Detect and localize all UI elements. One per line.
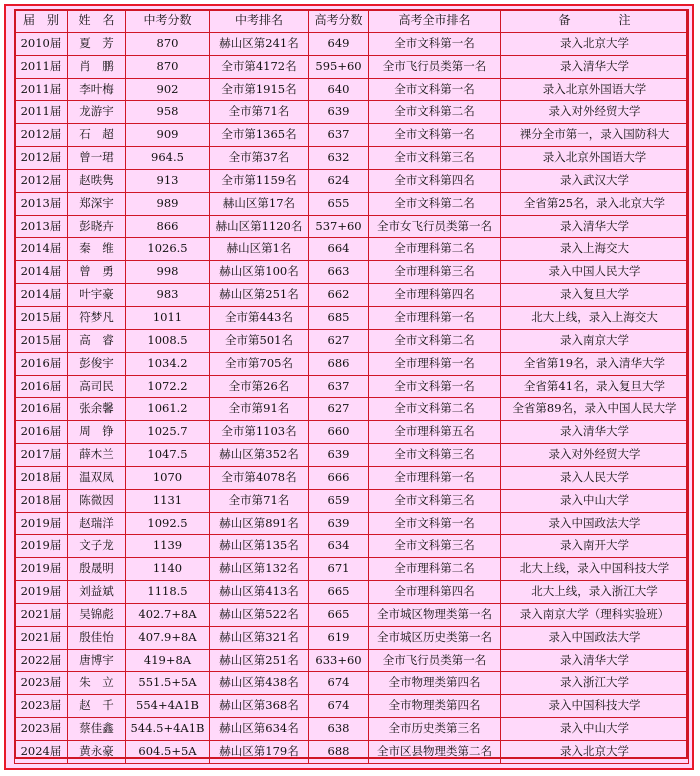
table-row <box>15 603 689 626</box>
cell-class-year: 2016届 <box>15 352 68 375</box>
cell-zhongkao-rank: 全市第501名 <box>210 329 309 352</box>
cell-zhongkao-rank: 全市第443名 <box>210 306 309 329</box>
table-row <box>15 169 689 192</box>
cell-remarks: 录入人民大学 <box>501 466 689 489</box>
header-remarks: 备 注 <box>501 10 689 33</box>
cell-zhongkao-score: 1008.5 <box>126 329 210 352</box>
cell-gaokao-score: 537+60 <box>309 215 369 238</box>
cell-gaokao-score: 666 <box>309 466 369 489</box>
cell-gaokao-city-rank: 全市理科第一名 <box>369 352 501 375</box>
cell-gaokao-score: 674 <box>309 672 369 695</box>
cell-remarks: 全省第41名，录入复旦大学 <box>501 375 689 398</box>
cell-gaokao-score: 637 <box>309 124 369 147</box>
cell-class-year: 2019届 <box>15 512 68 535</box>
cell-zhongkao-rank: 赫山区第522名 <box>210 603 309 626</box>
cell-remarks: 录入清华大学 <box>501 649 689 672</box>
cell-remarks: 录入对外经贸大学 <box>501 444 689 467</box>
cell-gaokao-city-rank: 全市区县物理类第二名 <box>369 741 501 764</box>
cell-name: 黄永豪 <box>68 741 126 764</box>
table-row <box>15 695 689 718</box>
cell-zhongkao-rank: 全市第1365名 <box>210 124 309 147</box>
cell-zhongkao-score: 866 <box>126 215 210 238</box>
cell-gaokao-score: 595+60 <box>309 55 369 78</box>
cell-gaokao-city-rank: 全市文科第二名 <box>369 192 501 215</box>
cell-zhongkao-score: 998 <box>126 261 210 284</box>
cell-zhongkao-score: 909 <box>126 124 210 147</box>
cell-name: 殷晟明 <box>68 558 126 581</box>
cell-name: 温双凤 <box>68 466 126 489</box>
cell-gaokao-city-rank: 全市理科第一名 <box>369 466 501 489</box>
cell-gaokao-city-rank: 全市文科第一名 <box>369 512 501 535</box>
cell-gaokao-score: 655 <box>309 192 369 215</box>
cell-remarks: 录入中国科技大学 <box>501 695 689 718</box>
cell-gaokao-score: 627 <box>309 398 369 421</box>
cell-zhongkao-rank: 赫山区第1名 <box>210 238 309 261</box>
cell-remarks: 录入浙江大学 <box>501 672 689 695</box>
cell-zhongkao-score: 1118.5 <box>126 581 210 604</box>
cell-gaokao-score: 665 <box>309 581 369 604</box>
cell-remarks: 全省第25名，录入北京大学 <box>501 192 689 215</box>
cell-gaokao-city-rank: 全市文科第一名 <box>369 375 501 398</box>
cell-zhongkao-rank: 全市第1915名 <box>210 78 309 101</box>
table-row <box>15 78 689 101</box>
cell-zhongkao-score: 964.5 <box>126 147 210 170</box>
table-body <box>15 32 689 763</box>
cell-name: 吴锦彪 <box>68 603 126 626</box>
cell-gaokao-city-rank: 全市理科第四名 <box>369 581 501 604</box>
cell-gaokao-city-rank: 全市理科第三名 <box>369 261 501 284</box>
cell-remarks: 北大上线，录入中国科技大学 <box>501 558 689 581</box>
cell-remarks: 全省第89名，录入中国人民大学 <box>501 398 689 421</box>
table-row <box>15 421 689 444</box>
cell-gaokao-score: 624 <box>309 169 369 192</box>
cell-zhongkao-rank: 全市第37名 <box>210 147 309 170</box>
table-row <box>15 489 689 512</box>
cell-name: 肖 鹏 <box>68 55 126 78</box>
cell-gaokao-city-rank: 全市历史类第三名 <box>369 718 501 741</box>
cell-class-year: 2012届 <box>15 147 68 170</box>
table-row <box>15 398 689 421</box>
cell-gaokao-score: 634 <box>309 535 369 558</box>
table-row <box>15 672 689 695</box>
table-row <box>15 718 689 741</box>
cell-name: 周 铮 <box>68 421 126 444</box>
cell-zhongkao-score: 1011 <box>126 306 210 329</box>
cell-class-year: 2010届 <box>15 32 68 55</box>
cell-class-year: 2016届 <box>15 398 68 421</box>
cell-gaokao-city-rank: 全市文科第一名 <box>369 124 501 147</box>
cell-zhongkao-score: 1140 <box>126 558 210 581</box>
cell-name: 赵瑞洋 <box>68 512 126 535</box>
cell-class-year: 2023届 <box>15 695 68 718</box>
cell-remarks: 录入对外经贸大学 <box>501 101 689 124</box>
cell-gaokao-city-rank: 全市文科第三名 <box>369 444 501 467</box>
table-row <box>15 55 689 78</box>
cell-class-year: 2012届 <box>15 169 68 192</box>
cell-class-year: 2011届 <box>15 55 68 78</box>
cell-remarks: 录入清华大学 <box>501 421 689 444</box>
cell-gaokao-score: 639 <box>309 512 369 535</box>
cell-zhongkao-rank: 赫山区第891名 <box>210 512 309 535</box>
table-row <box>15 329 689 352</box>
cell-remarks: 录入北京大学 <box>501 741 689 764</box>
cell-remarks: 裸分全市第一，录入国防科大 <box>501 124 689 147</box>
table-row <box>15 215 689 238</box>
admissions-table <box>14 9 689 764</box>
cell-zhongkao-score: 419+8A <box>126 649 210 672</box>
cell-class-year: 2021届 <box>15 626 68 649</box>
cell-class-year: 2011届 <box>15 78 68 101</box>
cell-class-year: 2017届 <box>15 444 68 467</box>
cell-zhongkao-score: 1139 <box>126 535 210 558</box>
table-row <box>15 306 689 329</box>
header-zhongkao-score: 中考分数 <box>126 10 210 33</box>
cell-zhongkao-rank: 全市第91名 <box>210 398 309 421</box>
cell-name: 陈微因 <box>68 489 126 512</box>
cell-zhongkao-rank: 全市第1103名 <box>210 421 309 444</box>
cell-class-year: 2024届 <box>15 741 68 764</box>
cell-gaokao-score: 649 <box>309 32 369 55</box>
cell-name: 薛木兰 <box>68 444 126 467</box>
cell-class-year: 2014届 <box>15 238 68 261</box>
cell-zhongkao-rank: 赫山区第413名 <box>210 581 309 604</box>
cell-gaokao-score: 664 <box>309 238 369 261</box>
cell-gaokao-city-rank: 全市飞行员类第一名 <box>369 649 501 672</box>
cell-zhongkao-score: 1061.2 <box>126 398 210 421</box>
table-row <box>15 535 689 558</box>
cell-zhongkao-rank: 赫山区第321名 <box>210 626 309 649</box>
cell-zhongkao-score: 902 <box>126 78 210 101</box>
cell-gaokao-score: 663 <box>309 261 369 284</box>
cell-gaokao-score: 674 <box>309 695 369 718</box>
cell-gaokao-city-rank: 全市城区历史类第一名 <box>369 626 501 649</box>
cell-class-year: 2019届 <box>15 558 68 581</box>
cell-name: 蔡佳鑫 <box>68 718 126 741</box>
cell-remarks: 全省第19名，录入清华大学 <box>501 352 689 375</box>
cell-class-year: 2011届 <box>15 101 68 124</box>
cell-gaokao-city-rank: 全市文科第四名 <box>369 169 501 192</box>
cell-remarks: 北大上线，录入上海交大 <box>501 306 689 329</box>
cell-name: 文子龙 <box>68 535 126 558</box>
cell-gaokao-city-rank: 全市理科第一名 <box>369 306 501 329</box>
cell-zhongkao-score: 551.5+5A <box>126 672 210 695</box>
cell-name: 彭晓卉 <box>68 215 126 238</box>
cell-name: 高司民 <box>68 375 126 398</box>
cell-gaokao-score: 685 <box>309 306 369 329</box>
cell-remarks: 录入中国人民大学 <box>501 261 689 284</box>
cell-name: 夏 芳 <box>68 32 126 55</box>
cell-gaokao-city-rank: 全市理科第五名 <box>369 421 501 444</box>
cell-remarks: 录入北京外国语大学 <box>501 78 689 101</box>
cell-name: 殷佳怡 <box>68 626 126 649</box>
cell-class-year: 2016届 <box>15 375 68 398</box>
table-row <box>15 558 689 581</box>
cell-zhongkao-rank: 全市第71名 <box>210 489 309 512</box>
cell-zhongkao-score: 402.7+8A <box>126 603 210 626</box>
cell-gaokao-city-rank: 全市文科第三名 <box>369 535 501 558</box>
cell-class-year: 2012届 <box>15 124 68 147</box>
cell-gaokao-score: 627 <box>309 329 369 352</box>
cell-zhongkao-rank: 赫山区第179名 <box>210 741 309 764</box>
cell-gaokao-city-rank: 全市物理类第四名 <box>369 695 501 718</box>
cell-remarks: 录入上海交大 <box>501 238 689 261</box>
cell-gaokao-score: 638 <box>309 718 369 741</box>
cell-zhongkao-rank: 赫山区第17名 <box>210 192 309 215</box>
table-row <box>15 741 689 764</box>
cell-class-year: 2019届 <box>15 535 68 558</box>
cell-remarks: 录入北京大学 <box>501 32 689 55</box>
cell-gaokao-score: 632 <box>309 147 369 170</box>
cell-class-year: 2021届 <box>15 603 68 626</box>
cell-gaokao-score: 619 <box>309 626 369 649</box>
cell-remarks: 录入清华大学 <box>501 55 689 78</box>
cell-remarks: 录入武汉大学 <box>501 169 689 192</box>
cell-gaokao-score: 665 <box>309 603 369 626</box>
cell-gaokao-score: 662 <box>309 284 369 307</box>
cell-zhongkao-score: 913 <box>126 169 210 192</box>
cell-name: 赵 千 <box>68 695 126 718</box>
cell-class-year: 2018届 <box>15 466 68 489</box>
cell-zhongkao-score: 1070 <box>126 466 210 489</box>
cell-name: 石 超 <box>68 124 126 147</box>
cell-zhongkao-score: 1034.2 <box>126 352 210 375</box>
cell-gaokao-city-rank: 全市城区物理类第一名 <box>369 603 501 626</box>
cell-class-year: 2015届 <box>15 329 68 352</box>
cell-gaokao-score: 671 <box>309 558 369 581</box>
cell-name: 赵昳隽 <box>68 169 126 192</box>
cell-class-year: 2019届 <box>15 581 68 604</box>
header-gaokao-city-rank: 高考全市排名 <box>369 10 501 33</box>
cell-class-year: 2023届 <box>15 672 68 695</box>
table-row <box>15 32 689 55</box>
cell-remarks: 录入清华大学 <box>501 215 689 238</box>
cell-gaokao-city-rank: 全市飞行员类第一名 <box>369 55 501 78</box>
cell-zhongkao-score: 958 <box>126 101 210 124</box>
cell-name: 张余馨 <box>68 398 126 421</box>
table-row <box>15 649 689 672</box>
cell-zhongkao-score: 604.5+5A <box>126 741 210 764</box>
cell-name: 符梦凡 <box>68 306 126 329</box>
cell-gaokao-score: 633+60 <box>309 649 369 672</box>
cell-class-year: 2016届 <box>15 421 68 444</box>
cell-zhongkao-rank: 赫山区第352名 <box>210 444 309 467</box>
table-row <box>15 444 689 467</box>
cell-zhongkao-score: 870 <box>126 32 210 55</box>
cell-gaokao-score: 688 <box>309 741 369 764</box>
cell-class-year: 2013届 <box>15 215 68 238</box>
cell-remarks: 录入中国政法大学 <box>501 512 689 535</box>
cell-class-year: 2014届 <box>15 284 68 307</box>
cell-remarks: 录入北京外国语大学 <box>501 147 689 170</box>
cell-remarks: 录入中国政法大学 <box>501 626 689 649</box>
cell-name: 曾 勇 <box>68 261 126 284</box>
cell-name: 曾一珺 <box>68 147 126 170</box>
cell-zhongkao-score: 1047.5 <box>126 444 210 467</box>
header-name: 姓 名 <box>68 10 126 33</box>
cell-class-year: 2013届 <box>15 192 68 215</box>
cell-gaokao-city-rank: 全市理科第二名 <box>369 238 501 261</box>
cell-gaokao-city-rank: 全市文科第一名 <box>369 32 501 55</box>
table-row <box>15 238 689 261</box>
table-row <box>15 626 689 649</box>
cell-zhongkao-score: 407.9+8A <box>126 626 210 649</box>
cell-zhongkao-score: 1072.2 <box>126 375 210 398</box>
cell-gaokao-score: 637 <box>309 375 369 398</box>
cell-gaokao-city-rank: 全市文科第三名 <box>369 489 501 512</box>
cell-gaokao-city-rank: 全市文科第一名 <box>369 78 501 101</box>
cell-zhongkao-rank: 赫山区第100名 <box>210 261 309 284</box>
cell-zhongkao-rank: 赫山区第132名 <box>210 558 309 581</box>
header-gaokao-score: 高考分数 <box>309 10 369 33</box>
cell-class-year: 2014届 <box>15 261 68 284</box>
header-class-year: 届 别 <box>15 10 68 33</box>
cell-zhongkao-score: 870 <box>126 55 210 78</box>
cell-class-year: 2018届 <box>15 489 68 512</box>
cell-gaokao-score: 639 <box>309 444 369 467</box>
cell-class-year: 2023届 <box>15 718 68 741</box>
cell-zhongkao-rank: 全市第1159名 <box>210 169 309 192</box>
cell-name: 叶宇豪 <box>68 284 126 307</box>
cell-gaokao-city-rank: 全市女飞行员类第一名 <box>369 215 501 238</box>
cell-gaokao-score: 639 <box>309 101 369 124</box>
cell-gaokao-city-rank: 全市物理类第四名 <box>369 672 501 695</box>
cell-zhongkao-rank: 赫山区第438名 <box>210 672 309 695</box>
cell-zhongkao-score: 983 <box>126 284 210 307</box>
cell-remarks: 录入复旦大学 <box>501 284 689 307</box>
table-row <box>15 512 689 535</box>
cell-zhongkao-score: 1026.5 <box>126 238 210 261</box>
cell-zhongkao-score: 989 <box>126 192 210 215</box>
header-row <box>15 10 689 33</box>
cell-zhongkao-rank: 赫山区第251名 <box>210 649 309 672</box>
cell-name: 彭俊宇 <box>68 352 126 375</box>
cell-zhongkao-score: 1025.7 <box>126 421 210 444</box>
cell-zhongkao-score: 1092.5 <box>126 512 210 535</box>
cell-zhongkao-rank: 赫山区第1120名 <box>210 215 309 238</box>
cell-gaokao-city-rank: 全市文科第二名 <box>369 101 501 124</box>
table-row <box>15 581 689 604</box>
table-row <box>15 192 689 215</box>
cell-name: 刘益斌 <box>68 581 126 604</box>
cell-name: 龙游宇 <box>68 101 126 124</box>
cell-remarks: 录入南京大学 <box>501 329 689 352</box>
cell-zhongkao-rank: 全市第26名 <box>210 375 309 398</box>
cell-zhongkao-score: 1131 <box>126 489 210 512</box>
cell-name: 郑深宇 <box>68 192 126 215</box>
table-row <box>15 124 689 147</box>
table-row <box>15 284 689 307</box>
cell-name: 秦 维 <box>68 238 126 261</box>
cell-gaokao-score: 686 <box>309 352 369 375</box>
table-row <box>15 101 689 124</box>
table-row <box>15 466 689 489</box>
cell-zhongkao-rank: 赫山区第368名 <box>210 695 309 718</box>
cell-gaokao-score: 659 <box>309 489 369 512</box>
cell-name: 朱 立 <box>68 672 126 695</box>
cell-remarks: 录入中山大学 <box>501 718 689 741</box>
header-zhongkao-rank: 中考排名 <box>210 10 309 33</box>
cell-name: 高 睿 <box>68 329 126 352</box>
cell-remarks: 录入南京大学（理科实验班） <box>501 603 689 626</box>
table-row <box>15 261 689 284</box>
cell-zhongkao-rank: 全市第4078名 <box>210 466 309 489</box>
cell-remarks: 北大上线，录入浙江大学 <box>501 581 689 604</box>
cell-name: 李叶梅 <box>68 78 126 101</box>
cell-class-year: 2015届 <box>15 306 68 329</box>
cell-zhongkao-rank: 全市第705名 <box>210 352 309 375</box>
cell-class-year: 2022届 <box>15 649 68 672</box>
table-row <box>15 375 689 398</box>
table-row <box>15 147 689 170</box>
table-row <box>15 352 689 375</box>
cell-zhongkao-rank: 全市第4172名 <box>210 55 309 78</box>
cell-zhongkao-rank: 赫山区第634名 <box>210 718 309 741</box>
cell-zhongkao-rank: 赫山区第251名 <box>210 284 309 307</box>
cell-gaokao-city-rank: 全市文科第二名 <box>369 329 501 352</box>
cell-zhongkao-score: 554+4A1B <box>126 695 210 718</box>
cell-gaokao-city-rank: 全市文科第三名 <box>369 147 501 170</box>
cell-zhongkao-rank: 赫山区第241名 <box>210 32 309 55</box>
cell-gaokao-city-rank: 全市理科第四名 <box>369 284 501 307</box>
cell-gaokao-city-rank: 全市文科第二名 <box>369 398 501 421</box>
cell-remarks: 录入中山大学 <box>501 489 689 512</box>
cell-zhongkao-score: 544.5+4A1B <box>126 718 210 741</box>
cell-remarks: 录入南开大学 <box>501 535 689 558</box>
cell-zhongkao-rank: 赫山区第135名 <box>210 535 309 558</box>
cell-gaokao-score: 640 <box>309 78 369 101</box>
cell-name: 唐博宇 <box>68 649 126 672</box>
cell-gaokao-score: 660 <box>309 421 369 444</box>
cell-gaokao-city-rank: 全市理科第二名 <box>369 558 501 581</box>
cell-zhongkao-rank: 全市第71名 <box>210 101 309 124</box>
